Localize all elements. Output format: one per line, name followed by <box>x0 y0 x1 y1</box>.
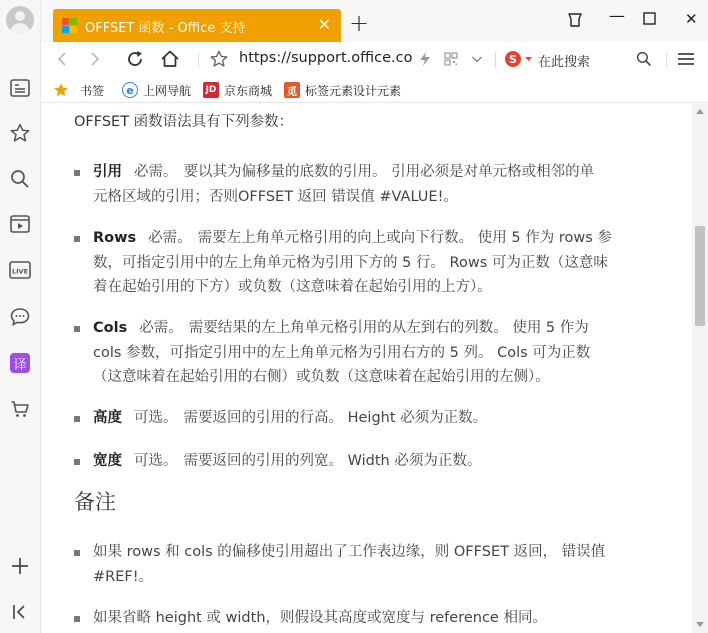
page-content <box>41 104 692 633</box>
bookmarks-bar <box>41 76 708 103</box>
qr-code-icon[interactable] <box>444 48 458 70</box>
tab-close-icon[interactable]: ✕ <box>317 15 331 34</box>
jd-icon: JD <box>203 82 219 98</box>
search-box[interactable]: 在此搜索 <box>538 55 591 70</box>
bullet <box>74 416 80 422</box>
search-engine-chevron-icon[interactable] <box>524 48 533 70</box>
param-width: 宽度 可选。 需要返回的引用的列宽。 Width 必须为正数。 <box>93 453 482 469</box>
shopping-cart-icon[interactable] <box>8 397 32 421</box>
ie-icon: e <box>122 82 138 98</box>
chevron-down-icon[interactable] <box>471 48 483 70</box>
reload-icon[interactable] <box>125 48 145 70</box>
add-icon[interactable] <box>8 554 32 578</box>
remarks-heading: 备注 <box>74 490 116 514</box>
bullet <box>74 616 80 622</box>
svg-text:LIVE: LIVE <box>11 267 29 276</box>
home-icon[interactable] <box>160 48 180 70</box>
param-rows: Rows 必需。 需要左上角单元格引用的向上或向下行数。 使用 5 作为 rows 参 数，可指定引用中的左上角单元格为引用下方的 5 行。 Rows 可为正数（这意味 着在起始引用的下方）或负数（这意味着在起始引用的上方）。 <box>93 230 612 295</box>
lightning-icon[interactable] <box>419 48 431 70</box>
active-tab[interactable] <box>53 9 341 42</box>
left-sidebar <box>0 0 41 633</box>
bookmark-item-jd[interactable]: JD 京东商城 <box>203 81 272 99</box>
bullet <box>74 170 80 176</box>
collapse-sidebar-icon[interactable] <box>8 600 32 624</box>
new-tab-button[interactable]: + <box>349 9 370 37</box>
close-window-button[interactable]: ✕ <box>685 10 698 28</box>
bullet <box>74 236 80 242</box>
svg-text:S: S <box>509 53 517 66</box>
bookmark-item-navigation[interactable]: e 上网导航 <box>122 81 191 99</box>
vertical-scrollbar[interactable] <box>692 104 708 633</box>
remark-item: 如果 rows 和 cols 的偏移使引用超出了工作表边缘，则 OFFSET 返回， 错误值 #REF!。 <box>93 544 606 585</box>
bookmark-site-icon: 觅 <box>284 82 300 98</box>
address-toolbar <box>41 42 708 76</box>
intro-text: OFFSET 函数语法具有下列参数： <box>74 114 294 130</box>
minimize-button[interactable]: — <box>609 6 625 25</box>
bookmark-item-design[interactable]: 觅 标签元素设计元素 <box>284 81 401 99</box>
remark-item: 如果省略 height 或 width，则假设其高度或宽度与 reference 相同。 <box>93 610 547 626</box>
favorites-star-icon[interactable] <box>8 121 32 145</box>
live-icon[interactable] <box>8 258 32 282</box>
forward-icon[interactable] <box>88 48 102 70</box>
bookmark-star-icon[interactable] <box>210 48 228 70</box>
menu-icon[interactable] <box>677 48 695 70</box>
reading-list-icon[interactable] <box>8 76 32 100</box>
param-height: 高度 可选。 需要返回的引用的行高。 Height 必须为正数。 <box>93 410 488 426</box>
scroll-down-arrow-icon[interactable] <box>696 622 704 627</box>
star-icon <box>53 82 69 98</box>
chat-icon[interactable] <box>8 305 32 329</box>
avatar[interactable] <box>6 6 34 34</box>
back-icon[interactable] <box>55 48 69 70</box>
bullet <box>74 326 80 332</box>
bookmark-item-bookmarks[interactable]: 书签 <box>53 81 104 99</box>
search-magnifier-icon[interactable] <box>636 48 652 70</box>
tab-list-icon[interactable] <box>567 12 583 32</box>
url-text[interactable]: https://support.office.co <box>239 50 413 66</box>
maximize-button[interactable] <box>643 12 656 29</box>
param-reference: 引用 必需。 要以其为偏移量的底数的引用。 引用必须是对单元格或相邻的单 元格区域的引用；否则OFFSET 返回 错误值 #VALUE!。 <box>93 164 595 205</box>
param-cols: Cols 必需。 需要结果的左上角单元格引用的从左到右的列数。 使用 5 作为 cols 参数，可指定引用中的左上角单元格为引用右方的 5 列。 Cols 可为正数 （这意味着在起始引用的右侧）或负数（这意味着在起始引用的左侧）。 <box>93 320 591 385</box>
translate-icon[interactable]: 译 <box>8 351 32 375</box>
bullet <box>74 550 80 556</box>
office-logo-icon <box>62 18 77 33</box>
scrollbar-thumb[interactable] <box>695 226 705 326</box>
tab-strip <box>41 0 708 42</box>
sogou-search-icon[interactable] <box>504 48 522 70</box>
tab-title: OFFSET 函数 - Office 支持 <box>85 21 246 36</box>
search-icon[interactable] <box>8 167 32 191</box>
video-icon[interactable] <box>8 212 32 236</box>
scroll-up-arrow-icon[interactable] <box>696 109 704 114</box>
bullet <box>74 459 80 465</box>
